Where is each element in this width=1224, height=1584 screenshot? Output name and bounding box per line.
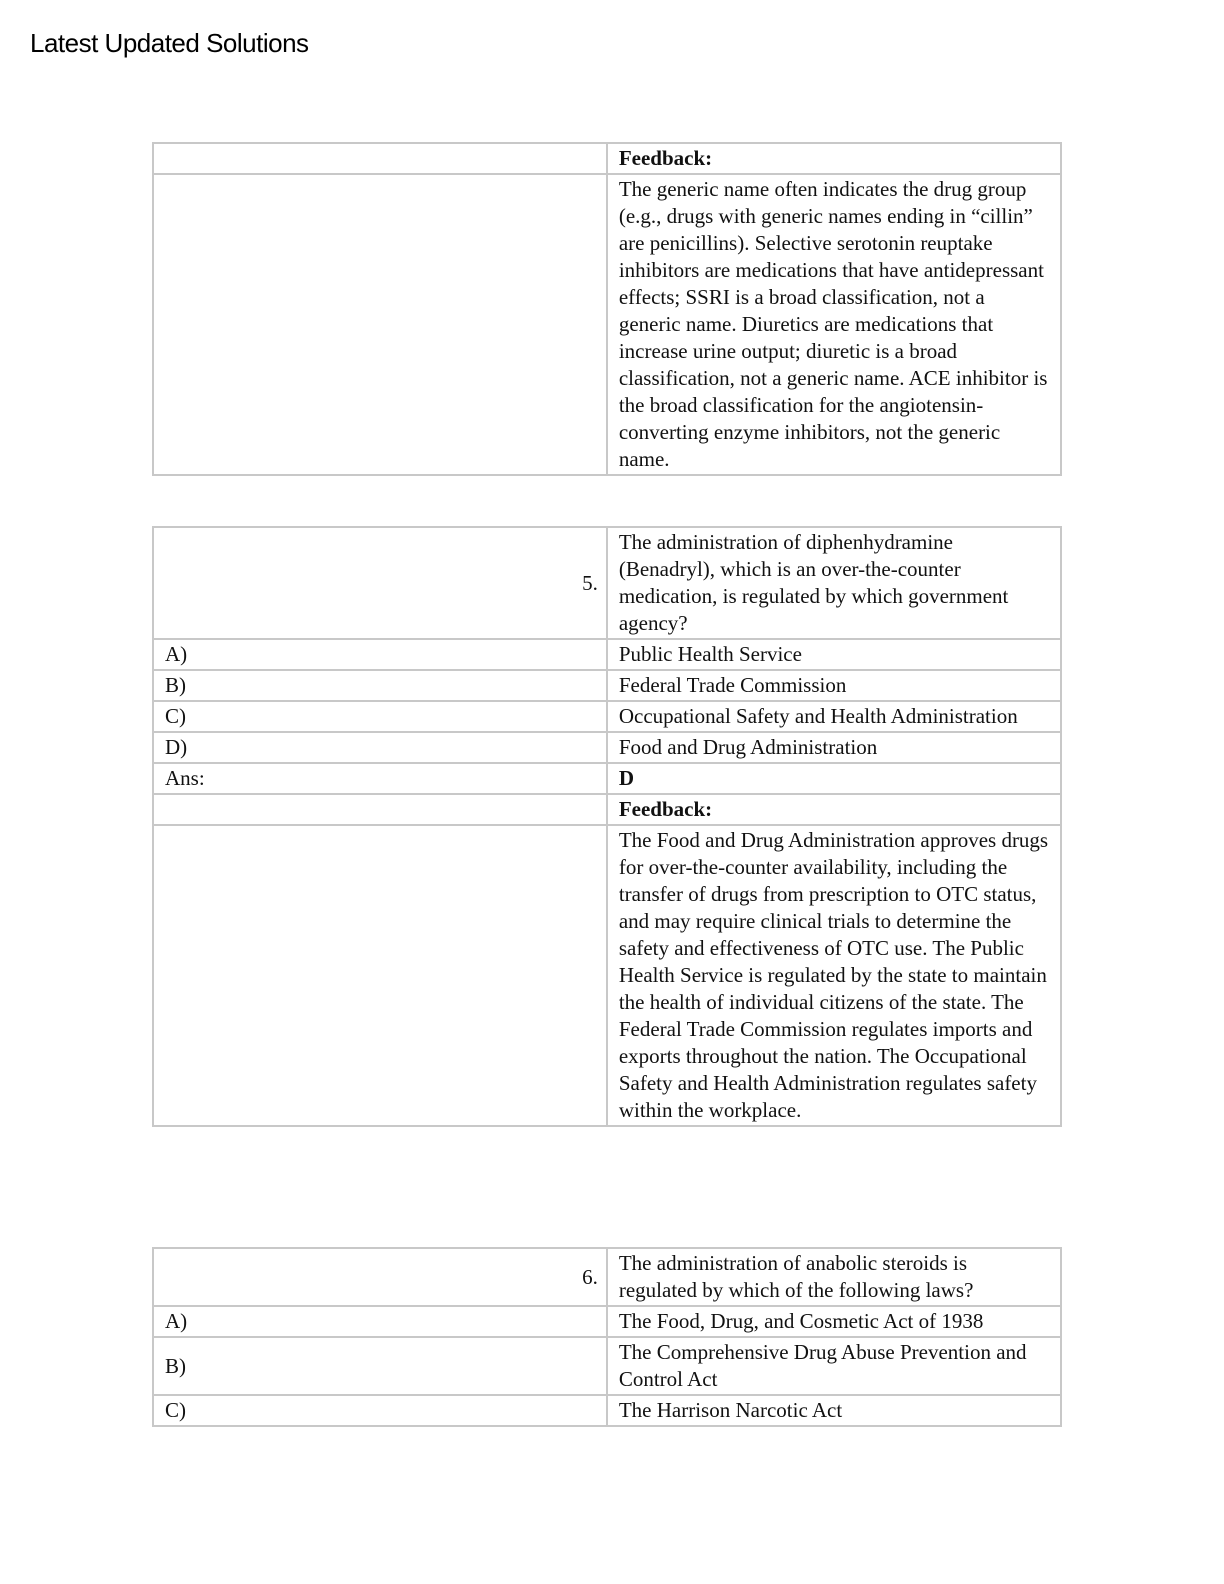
option-label: B) — [153, 1337, 607, 1395]
option-label: A) — [153, 1306, 607, 1337]
question-number: 5. — [153, 527, 607, 639]
option-text: Food and Drug Administration — [607, 732, 1061, 763]
empty-cell — [153, 143, 607, 174]
option-text: The Food, Drug, and Cosmetic Act of 1938 — [607, 1306, 1061, 1337]
option-text: Federal Trade Commission — [607, 670, 1061, 701]
answer-value: D — [607, 763, 1061, 794]
option-text: The Harrison Narcotic Act — [607, 1395, 1061, 1426]
table-row — [153, 1306, 1061, 1337]
question-number: 6. — [153, 1248, 607, 1306]
question-table-6 — [152, 1247, 1062, 1427]
answer-label: Ans: — [153, 763, 607, 794]
option-label: C) — [153, 701, 607, 732]
empty-cell — [153, 174, 607, 475]
table-row — [153, 1395, 1061, 1426]
table-row — [153, 732, 1061, 763]
table-row — [153, 639, 1061, 670]
question-table-5 — [152, 526, 1062, 1127]
table-row — [153, 825, 1061, 1126]
feedback-table-previous — [152, 142, 1062, 476]
table-row — [153, 1248, 1061, 1306]
empty-cell — [153, 794, 607, 825]
option-text: The Comprehensive Drug Abuse Prevention and Control Act — [607, 1337, 1061, 1395]
table-row — [153, 143, 1061, 174]
option-label: D) — [153, 732, 607, 763]
option-text: Public Health Service — [607, 639, 1061, 670]
table-row — [153, 1337, 1061, 1395]
option-label: A) — [153, 639, 607, 670]
table-row — [153, 670, 1061, 701]
question-text: The administration of diphenhydramine (Benadryl), which is an over-the-counter medication, is regulated by which government agency? — [607, 527, 1061, 639]
option-label: B) — [153, 670, 607, 701]
option-text: Occupational Safety and Health Administration — [607, 701, 1061, 732]
table-row — [153, 794, 1061, 825]
feedback-label: Feedback: — [607, 143, 1061, 174]
table-row — [153, 763, 1061, 794]
table-row — [153, 174, 1061, 475]
table-row — [153, 701, 1061, 732]
feedback-label: Feedback: — [607, 794, 1061, 825]
table-row — [153, 527, 1061, 639]
page-header-title: Latest Updated Solutions — [30, 28, 309, 58]
feedback-text: The Food and Drug Administration approves drugs for over-the-counter availability, including the transfer of drugs from prescription to OTC status, and may require clinical trials to determine the safety and effectiveness of OTC use. The Public Health Service is regulated by the state to maintain the health of individual citizens of the state. The Federal Trade Commission regulates imports and exports throughout the nation. The Occupational Safety and Health Administration regulates safety within the workplace. — [607, 825, 1061, 1126]
question-text: The administration of anabolic steroids is regulated by which of the following laws? — [607, 1248, 1061, 1306]
feedback-text: The generic name often indicates the drug group (e.g., drugs with generic names ending in “cillin” are penicillins). Selective serotonin reuptake inhibitors are medications that have antidepressant effects; SSRI is a broad classification, not a generic name. Diuretics are medications that increase urine output; diuretic is a broad classification, not a generic name. ACE inhibitor is the broad classification for the angiotensin-converting enzyme inhibitors, not the generic name. — [607, 174, 1061, 475]
option-label: C) — [153, 1395, 607, 1426]
empty-cell — [153, 825, 607, 1126]
